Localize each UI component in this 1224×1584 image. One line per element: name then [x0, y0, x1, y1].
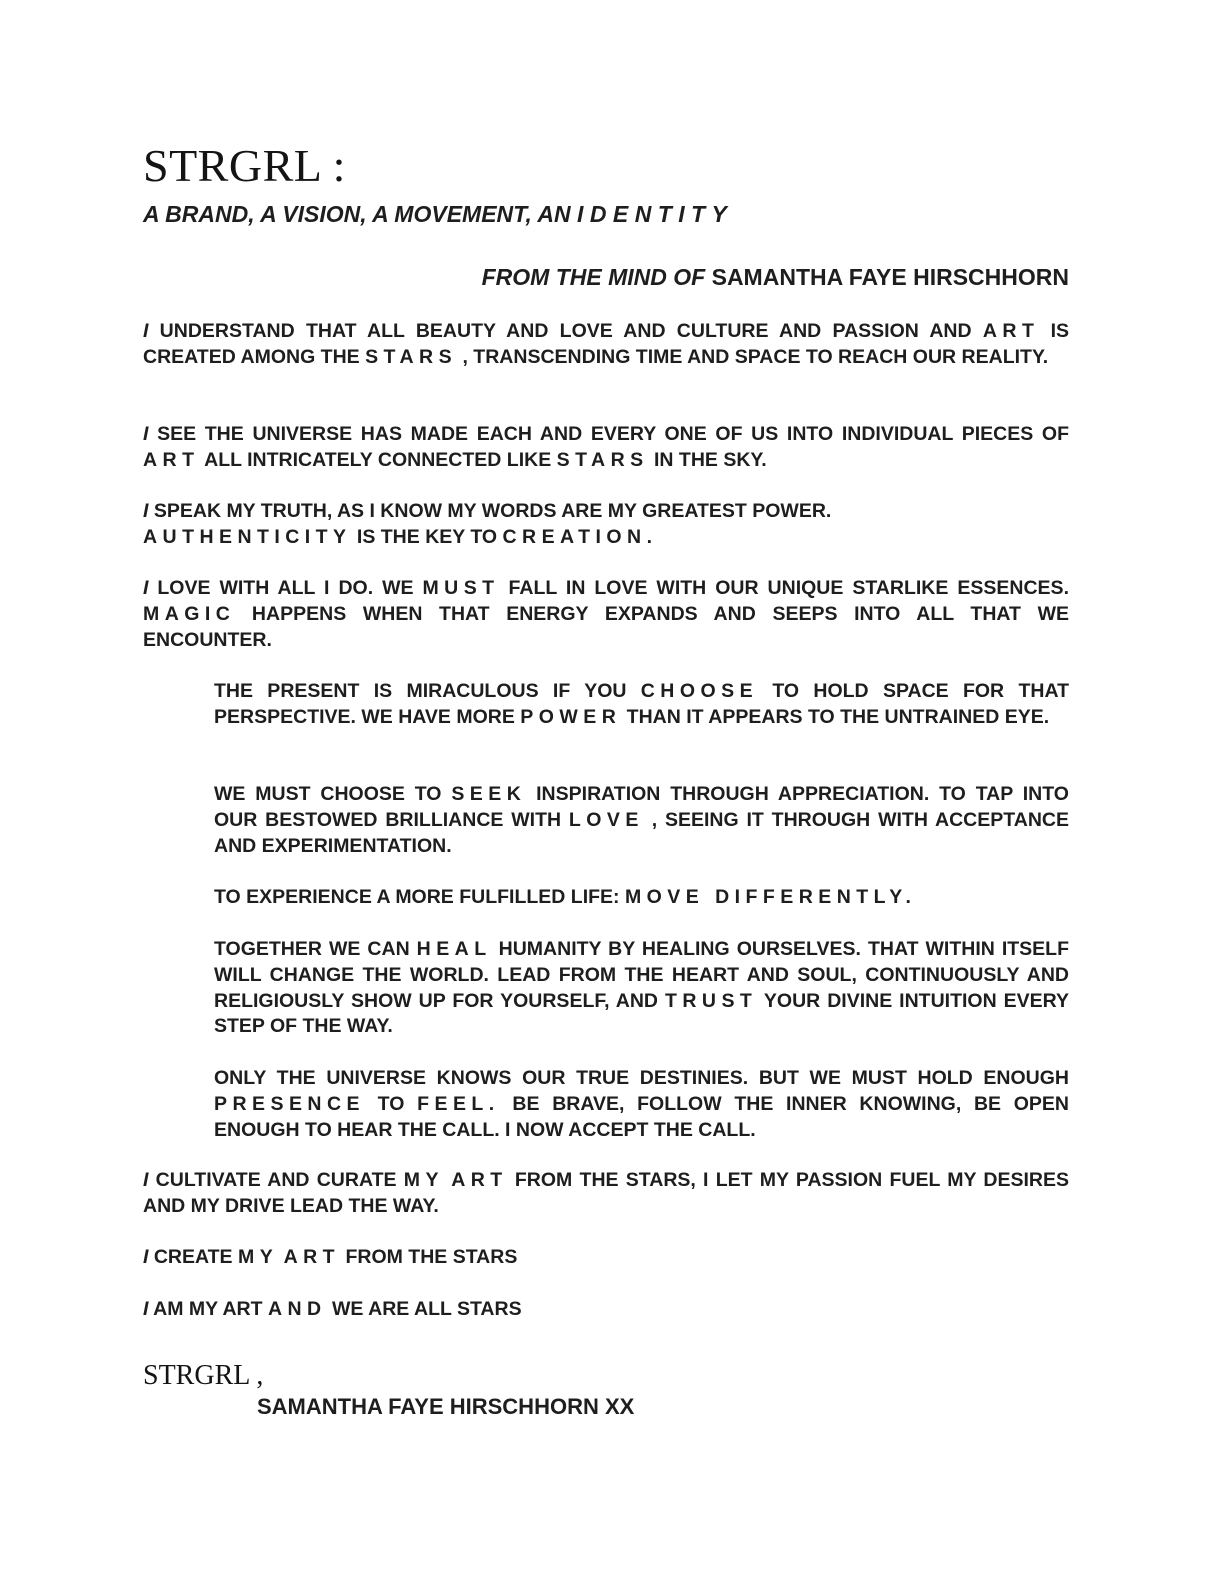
- text: TO EXPERIENCE A MORE FULFILLED LIFE:: [214, 886, 625, 908]
- spaced-word: AUTHENTICITY: [143, 525, 352, 548]
- text: ONLY THE UNIVERSE KNOWS OUR TRUE DESTINIES. BUT WE MUST HOLD ENOUGH: [214, 1067, 1069, 1089]
- text: CREATE: [148, 1246, 238, 1268]
- text: THE PRESENT IS MIRACULOUS IF YOU: [214, 680, 641, 702]
- italic-i: I: [143, 500, 149, 522]
- byline-lead: FROM THE MIND OF: [481, 264, 706, 290]
- spaced-word: STARS: [365, 345, 458, 368]
- text: TO HOLD SPACE FOR THAT PERSPECTIVE. WE HAVE MORE: [214, 680, 1069, 728]
- paragraph-move: [214, 885, 1069, 911]
- spaced-word: SEEK: [451, 783, 527, 805]
- text: WE MUST CHOOSE TO: [214, 783, 452, 805]
- text: HAPPENS WHEN THAT ENERGY EXPANDS AND SEEPS INTO ALL THAT WE ENCOUNTER.: [143, 602, 1069, 651]
- text: INSPIRATION THROUGH APPRECIATION. TO TAP INTO OUR BESTOWED BRILLIANCE WITH: [214, 783, 1069, 831]
- spaced-word: ART: [982, 320, 1040, 342]
- italic-i: I: [143, 1169, 149, 1191]
- byline: [482, 264, 1069, 292]
- paragraph-love: [143, 576, 1069, 653]
- spaced-word: HEAL: [416, 938, 492, 960]
- paragraph-understand: [143, 319, 1069, 371]
- text: BE BRAVE, FOLLOW THE INNER KNOWING, BE OPEN ENOUGH TO HEAR THE CALL. I NOW ACCEPT THE CALL.: [214, 1092, 1070, 1141]
- text: IS CREATED AMONG THE: [143, 320, 1069, 368]
- text: IN THE SKY.: [648, 448, 767, 471]
- spaced-word: POWER: [520, 705, 622, 728]
- text: FROM THE STARS, I LET MY PASSION FUEL MY DESIRES AND MY DRIVE LEAD THE WAY.: [143, 1169, 1069, 1217]
- paragraph-stars: [143, 1297, 1069, 1323]
- brand-title: STRGRL :: [143, 140, 346, 191]
- text: CULTIVATE AND CURATE: [148, 1169, 404, 1191]
- text: HUMANITY BY HEALING OURSELVES. THAT WITHIN ITSELF WILL CHANGE THE WORLD. LEAD FROM THE HEART AND SOUL, CONTINUOUSLY AND RELIGIOUSLY SHOW UP FOR YOURSELF, AND: [214, 938, 1069, 1012]
- spaced-word: MOVE: [624, 886, 705, 908]
- paragraph-truth: [143, 499, 1069, 551]
- spaced-word: CREATION.: [502, 525, 658, 548]
- spaced-word: FEEL.: [417, 1092, 500, 1115]
- italic-i: I: [143, 1298, 149, 1320]
- spaced-word: CHOOSE: [640, 680, 759, 702]
- paragraph-cultivate: [143, 1168, 1069, 1220]
- text: THAN IT APPEARS TO THE UNTRAINED EYE.: [621, 705, 1050, 728]
- tagline-text: A BRAND, A VISION, A MOVEMENT, AN: [143, 201, 578, 227]
- paragraph-present: [214, 679, 1069, 731]
- text: YOUR DIVINE INTUITION EVERY STEP OF THE WAY.: [214, 989, 1070, 1038]
- signoff: STRGRL ,: [143, 1360, 264, 1391]
- spaced-word: LOVE: [568, 808, 644, 831]
- spaced-word: DIFFERENTLY.: [715, 886, 917, 908]
- text: FROM THE STARS: [340, 1246, 518, 1268]
- spaced-word: ART: [143, 448, 200, 471]
- paragraph-destinies: [214, 1066, 1069, 1143]
- spaced-word: AND: [267, 1298, 327, 1320]
- italic-i: I: [143, 320, 149, 342]
- italic-i: I: [143, 423, 149, 445]
- paragraph-heal: [214, 937, 1069, 1040]
- spaced-word: MY: [237, 1246, 279, 1268]
- text: SEE THE UNIVERSE HAS MADE EACH AND EVERY ONE OF US INTO INDIVIDUAL PIECES OF: [148, 423, 1069, 445]
- spaced-word: STARS: [556, 448, 649, 471]
- spaced-word: ART: [451, 1169, 508, 1191]
- text: TOGETHER WE CAN: [214, 938, 417, 960]
- text: TO: [364, 1092, 418, 1115]
- paragraph-universe: [143, 422, 1069, 474]
- spaced-word: MY: [403, 1169, 444, 1191]
- spaced-word: MAGIC: [143, 602, 236, 625]
- text: UNDERSTAND THAT ALL BEAUTY AND LOVE AND CULTURE AND PASSION AND: [148, 320, 983, 342]
- text: WE ARE ALL STARS: [326, 1298, 522, 1320]
- spaced-word: ART: [283, 1246, 341, 1268]
- signature: SAMANTHA FAYE HIRSCHHORN XX: [257, 1394, 635, 1419]
- text: IS THE KEY TO: [351, 525, 503, 548]
- text: SPEAK MY TRUTH, AS I KNOW MY WORDS ARE MY GREATEST POWER.: [148, 500, 832, 522]
- paragraph-seek: [214, 782, 1069, 859]
- tagline: [143, 201, 733, 229]
- text: AM MY ART: [148, 1298, 268, 1320]
- text: ALL INTRICATELY CONNECTED LIKE: [199, 448, 557, 471]
- spaced-word: TRUST: [664, 989, 758, 1012]
- spaced-word: MUST: [422, 577, 500, 599]
- text: , TRANSCENDING TIME AND SPACE TO REACH OUR REALITY.: [457, 345, 1049, 368]
- byline-name: SAMANTHA FAYE HIRSCHHORN: [711, 264, 1069, 290]
- text: , SEEING IT THROUGH WITH ACCEPTANCE AND EXPERIMENTATION.: [214, 808, 1069, 857]
- tagline-identity: IDENTITY: [577, 201, 734, 227]
- italic-i: I: [143, 1246, 149, 1268]
- spaced-word: PRESENCE: [214, 1092, 365, 1115]
- text: LOVE WITH ALL I DO. WE: [148, 577, 423, 599]
- paragraph-create: [143, 1245, 1069, 1271]
- italic-i: I: [143, 577, 149, 599]
- text: FALL IN LOVE WITH OUR UNIQUE STARLIKE ESSENCES.: [499, 577, 1069, 599]
